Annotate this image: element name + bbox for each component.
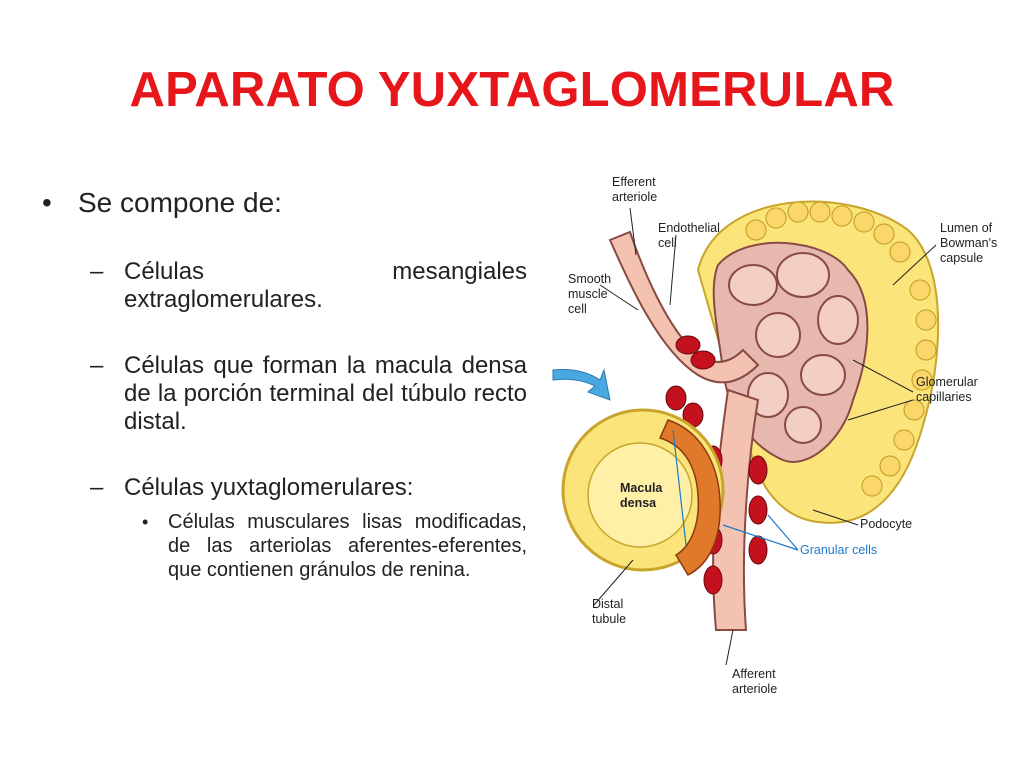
label-bowmans-lumen: Lumen of Bowman's capsule [940, 221, 998, 265]
label-afferent: Afferent arteriole [732, 667, 778, 696]
label-smooth-muscle: Smooth muscle cell [568, 272, 612, 316]
label-efferent: Efferent arteriole [612, 175, 658, 204]
bullet-text-yuxta: Células yuxtaglomerulares: [124, 474, 414, 501]
bullet-level2-macula [40, 352, 527, 436]
label-distal-tubule: Distal tubule [592, 597, 627, 626]
label-endothelial: Endothelial cell [658, 221, 720, 250]
bullet-text-mesangiales: Células mesangiales extraglomerulares. [124, 258, 527, 313]
label-granular-cells: Granular cells [800, 543, 878, 557]
label-glomerular: Glomerular capillaries [916, 375, 978, 404]
bullet-text-musculares: Células musculares lisas modificadas, de las arteriolas aferentes-eferentes, que contienen gránulos de renina. [168, 511, 527, 581]
pointer-arrow [553, 369, 610, 400]
dash-marker: – [90, 474, 104, 501]
label-macula-densa: Macula densa [620, 481, 663, 510]
juxtaglomerular-diagram [548, 160, 998, 720]
bullet-level2-yuxta [40, 474, 527, 502]
dash-marker: – [90, 258, 104, 285]
slide-title: APARATO YUXTAGLOMERULAR [129, 63, 895, 117]
bullet-marker: • [42, 187, 52, 218]
dash-marker: – [90, 352, 104, 379]
bullet-level3-musculares [40, 510, 527, 582]
bullet-marker: • [142, 512, 149, 532]
bullet-level2-mesangiales [40, 258, 527, 314]
bullet-text-macula: Células que forman la macula densa de la porción terminal del túbulo recto distal. [124, 352, 527, 435]
label-podocyte: Podocyte [860, 517, 913, 531]
bullet-level1 [40, 186, 527, 220]
bullet-text-se-compone: Se compone de: [78, 187, 282, 218]
text-body [40, 186, 527, 582]
